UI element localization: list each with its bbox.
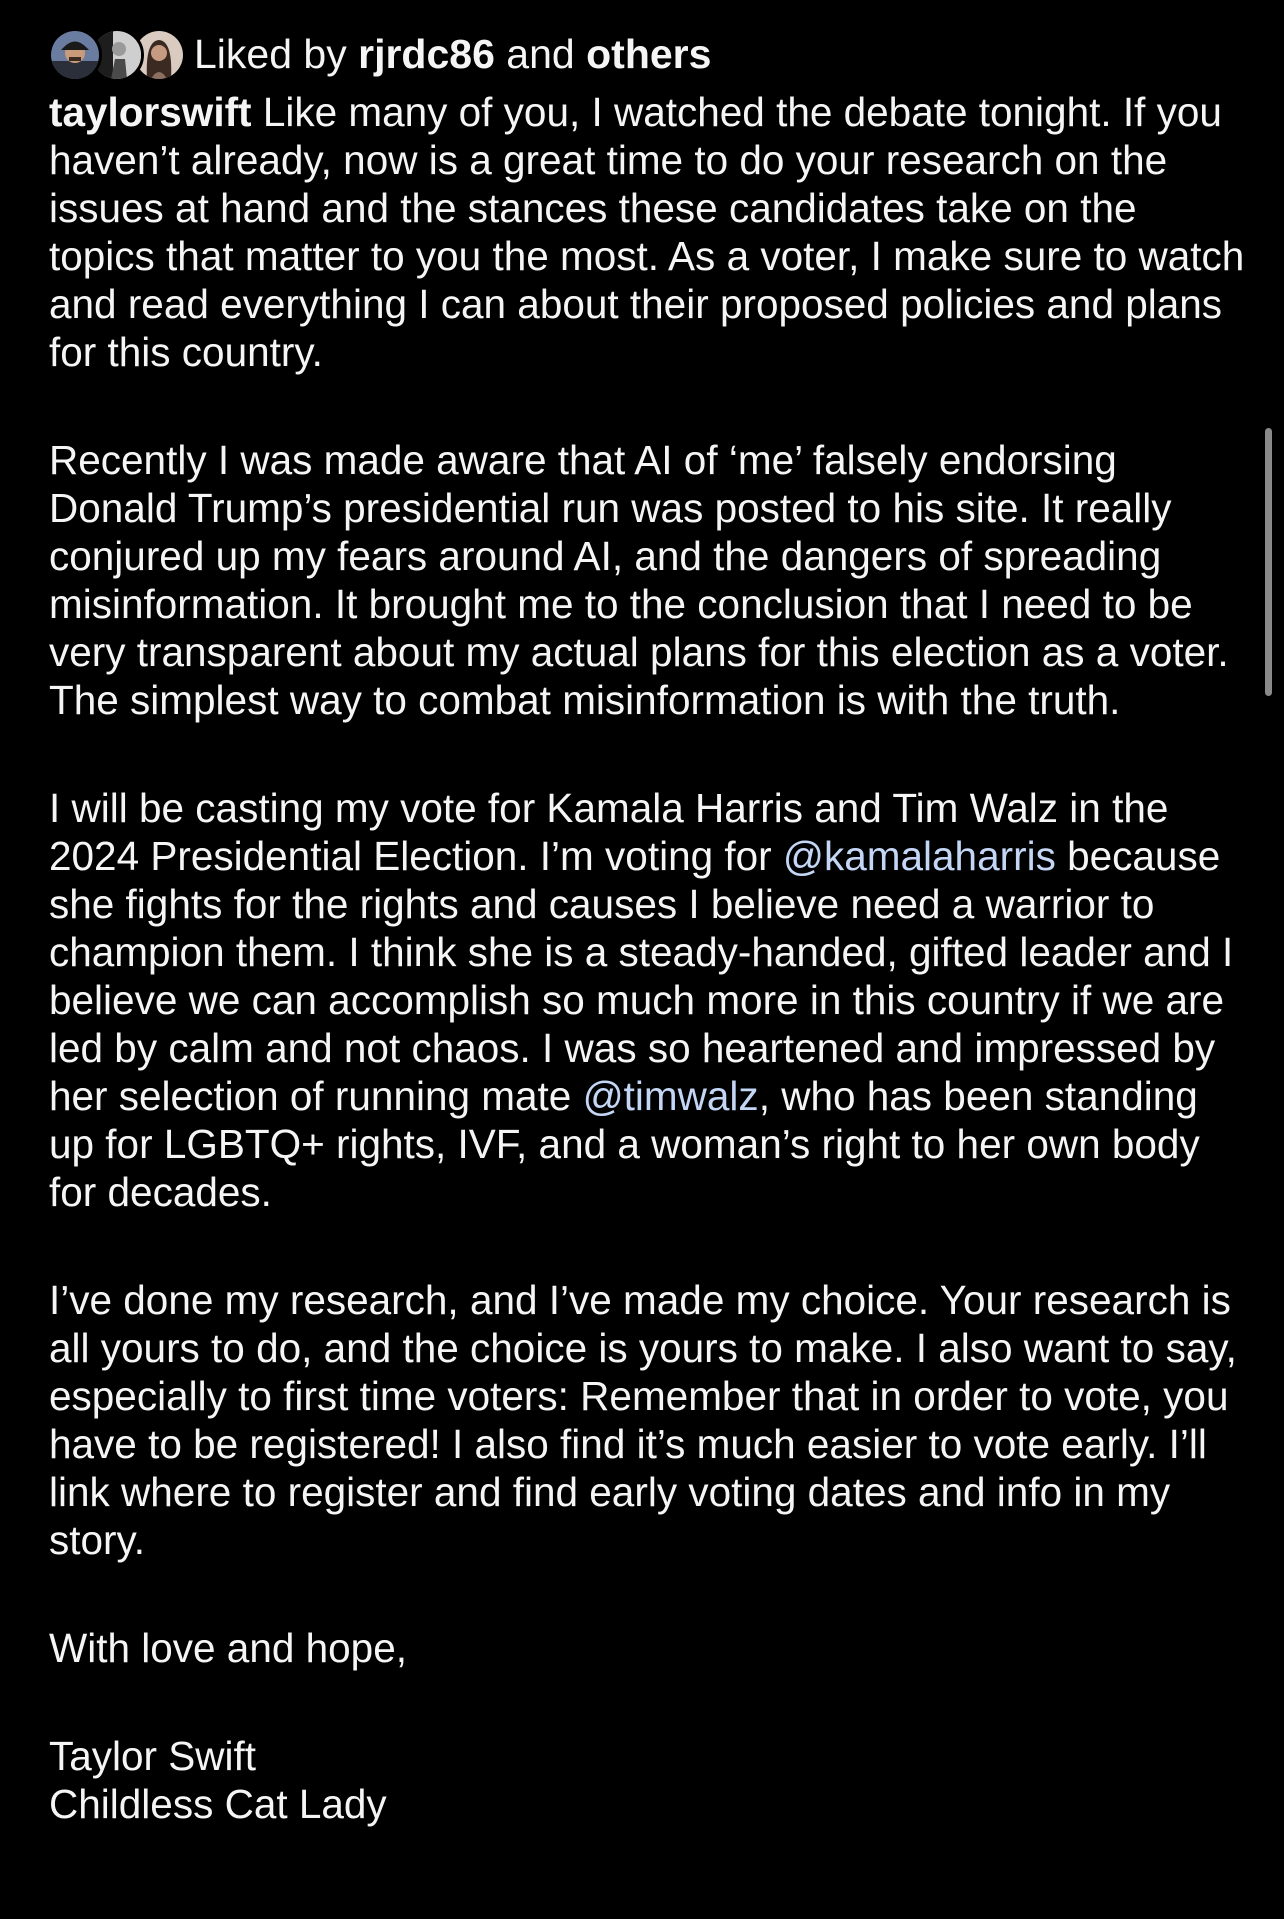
caption-username-link[interactable]: taylorswift [49,89,252,135]
likes-connector: and [506,31,575,77]
post-caption [49,88,1249,1828]
mention-kamalaharris-link[interactable]: @kamalaharris [782,833,1056,879]
caption-paragraph-3 [49,784,1249,1216]
mention-timwalz-link[interactable]: @timwalz [582,1073,759,1119]
caption-paragraph-3-part2: because she fights for the rights and causes I believe need a warrior to champion them. I think she is a steady-handed, gifted leader and I believe we can accomplish so much more in this country if we are led by calm and not chaos. I was so heartened and impressed by her selection of running mate [49,833,1234,1119]
caption-paragraph-1 [49,88,1249,376]
caption-signature [49,1732,1249,1828]
liker-username-link[interactable]: rjrdc86 [358,31,495,77]
likes-row[interactable] [48,22,711,86]
others-link[interactable]: others [586,31,712,77]
caption-signoff: With love and hope, [49,1625,407,1671]
scrollbar-thumb[interactable] [1265,428,1272,696]
caption-paragraph-3-part3: , who has been standing up for LGBTQ+ rights, IVF, and a woman’s right to her own body for decades. [49,1073,1200,1215]
likes-summary [194,22,711,86]
caption-paragraph-1-text: Like many of you, I watched the debate tonight. If you haven’t already, now is a great time to do your research on the issues at hand and the stances these candidates take on the topics that matter to you the most. As a voter, I make sure to watch and read everything I can about their proposed policies and plans for this country. [49,89,1245,375]
likes-prefix: Liked by [194,31,347,77]
signature-name: Taylor Swift [49,1733,257,1779]
caption-paragraph-3-part1: I will be casting my vote for Kamala Harris and Tim Walz in the 2024 Presidential Election. I’m voting for [49,785,1169,879]
caption-paragraph-2: Recently I was made aware that AI of ‘me’ falsely endorsing Donald Trump’s presidential run was posted to his site. It really conjured up my fears around AI, and the dangers of spreading misinformation. It brought me to the conclusion that I need to be very transparent about my actual plans for this election as a voter. The simplest way to combat misinformation is with the truth. [49,437,1229,723]
caption-paragraph-4: I’ve done my research, and I’ve made my choice. Your research is all yours to do, and the choice is yours to make. I also want to say, especially to first time voters: Remember that in order to vote, you have to be registered! I also find it’s much easier to vote early. I’ll link where to register and find early voting dates and info in my story. [49,1277,1237,1563]
signature-title: Childless Cat Lady [49,1781,387,1827]
avatar-man-cap-icon[interactable] [48,28,102,82]
liker-avatars[interactable] [48,25,182,83]
